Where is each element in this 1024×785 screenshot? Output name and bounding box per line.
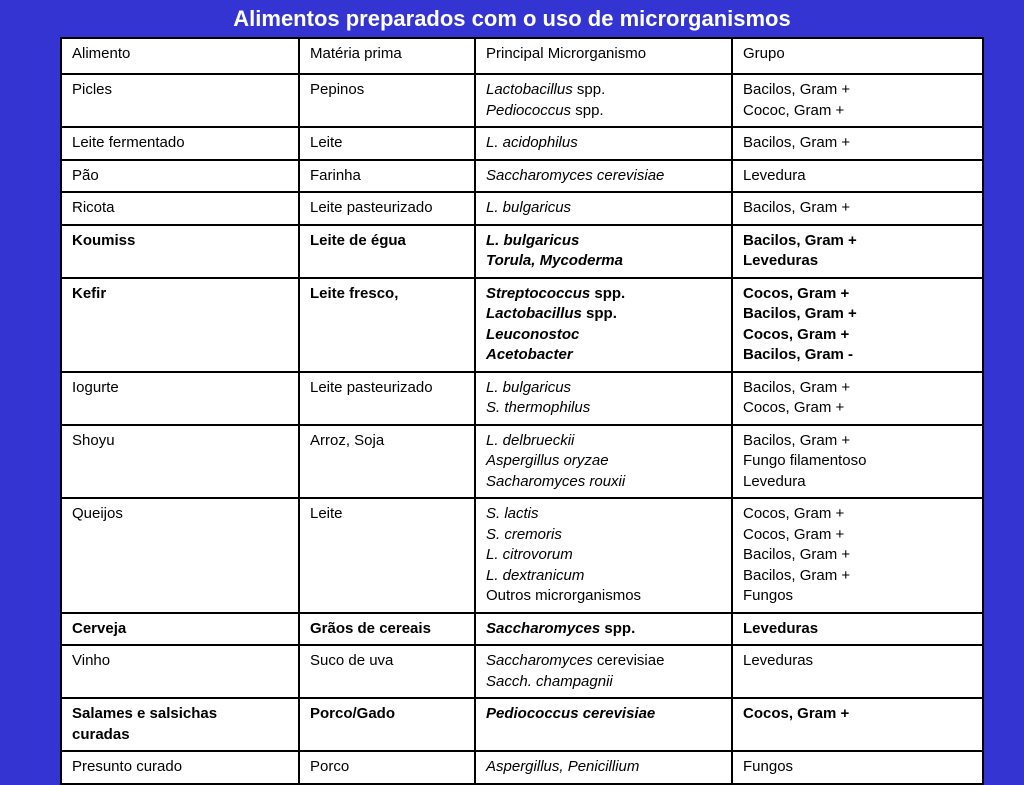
cell-alimento: [61, 372, 299, 425]
cell-grupo-line: Bacilos, Gram +: [743, 546, 851, 563]
species-name: S. lactis: [486, 505, 539, 522]
species-suffix: Outros microrganismos: [486, 587, 642, 604]
species-suffix: spp.: [572, 81, 606, 98]
cell-alimento-line: Vinho: [72, 652, 111, 669]
microrganismo-line: [486, 451, 723, 472]
cell-materia-prima: [299, 74, 475, 127]
cell-grupo-line: Bacilos, Gram +: [743, 431, 851, 449]
cell-alimento: [61, 425, 299, 499]
cell-alimento-line: Picles: [72, 81, 113, 98]
cell-grupo-line: Levedura: [743, 166, 806, 184]
cell-materia-prima-line: Leite: [310, 134, 343, 151]
cell-materia-prima-line: Leite: [310, 505, 343, 522]
microrganismo-line: [486, 101, 723, 122]
cell-alimento: [61, 645, 299, 698]
species-name: Streptococcus: [486, 284, 591, 302]
species-name: L. citrovorum: [486, 546, 573, 563]
cell-alimento-line: Iogurte: [72, 378, 119, 396]
cell-grupo-line: Cocos, Gram +: [743, 284, 850, 302]
species-name: Saccharomyces: [486, 619, 601, 637]
header-principal-microrganismo: Principal Microrganismo: [475, 38, 732, 74]
cell-grupo-line: Bacilos, Gram +: [743, 134, 851, 151]
species-name: L. acidophilus: [486, 134, 578, 151]
cell-materia-prima-line: Leite pasteurizado: [310, 199, 433, 216]
microrganismo-line: [486, 166, 723, 187]
cell-alimento-line: Kefir: [72, 284, 107, 302]
cell-alimento: [61, 498, 299, 613]
cell-grupo: [732, 751, 983, 784]
cell-grupo-line: Cocos, Gram +: [743, 705, 850, 722]
microrganismo-line: [486, 251, 723, 272]
cell-grupo: [732, 192, 983, 225]
cell-microrganismo: [475, 645, 732, 698]
cell-grupo-line: Cocos, Gram +: [743, 325, 850, 343]
species-name: S. thermophilus: [486, 399, 591, 416]
header-materia-prima: Matéria prima: [299, 38, 475, 74]
species-suffix: spp.: [571, 101, 604, 119]
cell-materia-prima: [299, 127, 475, 160]
cell-alimento-line: Koumiss: [72, 231, 136, 249]
cell-microrganismo: [475, 698, 732, 751]
cell-materia-prima: [299, 613, 475, 646]
cell-materia-prima-line: Arroz, Soja: [310, 431, 385, 449]
cell-grupo-line: Leveduras: [743, 619, 819, 637]
species-name: Lactobacillus: [486, 81, 573, 98]
cell-microrganismo: [475, 613, 732, 646]
cell-alimento: [61, 192, 299, 225]
cell-grupo: [732, 698, 983, 751]
cell-alimento-line: Ricota: [72, 199, 115, 216]
cell-microrganismo: [475, 127, 732, 160]
species-name: Sacch. champagnii: [486, 672, 613, 690]
cell-grupo-line: Fungo filamentoso: [743, 452, 867, 469]
table-row: [61, 425, 983, 499]
cell-grupo-line: Cocos, Gram +: [743, 399, 845, 416]
cell-grupo: [732, 645, 983, 698]
cell-microrganismo: [475, 372, 732, 425]
cell-alimento: [61, 613, 299, 646]
cell-materia-prima: [299, 698, 475, 751]
cell-grupo-line: Cococ, Gram +: [743, 101, 845, 119]
species-suffix: cerevisiae: [592, 652, 665, 669]
species-name: Sacharomyces rouxii: [486, 472, 626, 490]
microrganismo-line: [486, 231, 723, 252]
species-name: Pediococcus cerevisiae: [486, 705, 656, 722]
cell-alimento-line: Salames e salsichas: [72, 705, 218, 722]
cell-grupo: [732, 225, 983, 278]
cell-grupo: [732, 372, 983, 425]
cell-grupo-line: Fungos: [743, 758, 794, 775]
cell-microrganismo: [475, 751, 732, 784]
microrganismo-line: [486, 525, 723, 546]
microrganismo-line: [486, 133, 723, 154]
table-row: [61, 698, 983, 751]
table-row: [61, 613, 983, 646]
cell-grupo-line: Leveduras: [743, 652, 814, 669]
cell-alimento-line: Shoyu: [72, 431, 115, 449]
table-row: [61, 74, 983, 127]
header-alimento: Alimento: [61, 38, 299, 74]
table-row: [61, 225, 983, 278]
cell-microrganismo: [475, 160, 732, 193]
microorganism-table: [60, 37, 984, 785]
microrganismo-line: [486, 431, 723, 452]
microrganismo-line: [486, 504, 723, 525]
cell-materia-prima: [299, 160, 475, 193]
species-name: Acetobacter: [486, 346, 573, 363]
cell-materia-prima: [299, 225, 475, 278]
cell-alimento: [61, 751, 299, 784]
microrganismo-line: [486, 284, 723, 305]
cell-alimento-line: Presunto curado: [72, 758, 183, 775]
cell-grupo: [732, 613, 983, 646]
microrganismo-line: [486, 545, 723, 566]
cell-materia-prima-line: Suco de uva: [310, 652, 394, 669]
cell-grupo-line: Bacilos, Gram +: [743, 305, 857, 322]
cell-grupo-line: Levedura: [743, 472, 806, 490]
cell-grupo: [732, 498, 983, 613]
species-name: Pediococcus: [486, 101, 572, 119]
cell-materia-prima-line: Leite pasteurizado: [310, 378, 433, 396]
species-name: Torula, Mycoderma: [486, 252, 623, 269]
microrganismo-line: [486, 378, 723, 399]
cell-grupo-line: Bacilos, Gram -: [743, 346, 854, 363]
microrganismo-line: [486, 651, 723, 672]
species-name: Leuconostoc: [486, 325, 580, 343]
cell-alimento: [61, 74, 299, 127]
microrganismo-line: [486, 672, 723, 693]
cell-materia-prima-line: Grãos de cereais: [310, 619, 431, 637]
microrganismo-line: [486, 566, 723, 587]
cell-materia-prima-line: Pepinos: [310, 81, 365, 98]
cell-materia-prima-line: Porco: [310, 758, 350, 775]
table-row: [61, 498, 983, 613]
cell-alimento-line: Pão: [72, 166, 99, 184]
cell-microrganismo: [475, 498, 732, 613]
table-row: [61, 645, 983, 698]
cell-grupo: [732, 74, 983, 127]
cell-alimento: [61, 225, 299, 278]
cell-materia-prima: [299, 192, 475, 225]
cell-alimento-line: Queijos: [72, 505, 123, 522]
species-name: L. bulgaricus: [486, 231, 580, 249]
table-header-row: [61, 38, 983, 74]
cell-materia-prima: [299, 425, 475, 499]
species-name: Lactobacillus: [486, 305, 582, 322]
table-row: [61, 372, 983, 425]
microrganismo-line: [486, 472, 723, 493]
species-name: L. bulgaricus: [486, 199, 572, 216]
cell-materia-prima-line: Leite fresco,: [310, 284, 399, 302]
species-name: L. bulgaricus: [486, 378, 572, 396]
microrganismo-line: [486, 704, 723, 725]
cell-alimento: [61, 698, 299, 751]
cell-materia-prima: [299, 278, 475, 372]
microrganismo-line: [486, 325, 723, 346]
microrganismo-line: [486, 198, 723, 219]
cell-materia-prima: [299, 372, 475, 425]
species-suffix: spp.: [590, 284, 626, 302]
table-row: [61, 751, 983, 784]
cell-materia-prima: [299, 645, 475, 698]
cell-grupo-line: Bacilos, Gram +: [743, 199, 851, 216]
species-suffix: spp.: [600, 619, 636, 637]
microrganismo-line: [486, 304, 723, 325]
table-row: [61, 127, 983, 160]
microrganismo-line: [486, 398, 723, 419]
cell-microrganismo: [475, 74, 732, 127]
cell-materia-prima: [299, 498, 475, 613]
microrganismo-line: [486, 80, 723, 101]
cell-alimento: [61, 127, 299, 160]
cell-grupo-line: Bacilos, Gram +: [743, 566, 851, 584]
cell-grupo-line: Fungos: [743, 587, 794, 604]
cell-alimento-line: curadas: [72, 725, 130, 743]
cell-grupo-line: Bacilos, Gram +: [743, 231, 857, 249]
microrganismo-line: [486, 619, 723, 640]
cell-grupo-line: Bacilos, Gram +: [743, 378, 851, 396]
cell-grupo-line: Leveduras: [743, 252, 819, 269]
cell-microrganismo: [475, 425, 732, 499]
cell-grupo: [732, 278, 983, 372]
cell-materia-prima-line: Porco/Gado: [310, 705, 396, 722]
cell-grupo-line: Cocos, Gram +: [743, 505, 845, 522]
table-row: [61, 278, 983, 372]
cell-materia-prima: [299, 751, 475, 784]
microrganismo-line: [486, 345, 723, 366]
cell-alimento: [61, 160, 299, 193]
species-name: S. cremoris: [486, 525, 562, 543]
cell-grupo: [732, 160, 983, 193]
cell-grupo-line: Cocos, Gram +: [743, 525, 845, 543]
species-suffix: spp.: [581, 305, 617, 322]
cell-microrganismo: [475, 192, 732, 225]
species-name: Aspergillus, Penicillium: [486, 758, 640, 775]
microrganismo-line: [486, 586, 723, 607]
table-row: [61, 192, 983, 225]
microrganismo-line: [486, 757, 723, 778]
cell-materia-prima-line: Farinha: [310, 166, 361, 184]
cell-alimento-line: Cerveja: [72, 619, 127, 637]
species-name: Saccharomyces: [486, 652, 593, 669]
cell-alimento-line: Leite fermentado: [72, 134, 185, 151]
page-title: Alimentos preparados com o uso de microrganismos: [233, 6, 791, 31]
cell-grupo: [732, 127, 983, 160]
cell-materia-prima-line: Leite de égua: [310, 231, 406, 249]
species-name: L. dextranicum: [486, 566, 585, 584]
table-row: [61, 160, 983, 193]
cell-grupo: [732, 425, 983, 499]
species-name: L. delbrueckii: [486, 431, 575, 449]
species-name: Saccharomyces cerevisiae: [486, 166, 665, 184]
cell-microrganismo: [475, 278, 732, 372]
cell-alimento: [61, 278, 299, 372]
cell-grupo-line: Bacilos, Gram +: [743, 81, 851, 98]
species-name: Aspergillus oryzae: [486, 452, 609, 469]
header-grupo: Grupo: [732, 38, 983, 74]
cell-microrganismo: [475, 225, 732, 278]
